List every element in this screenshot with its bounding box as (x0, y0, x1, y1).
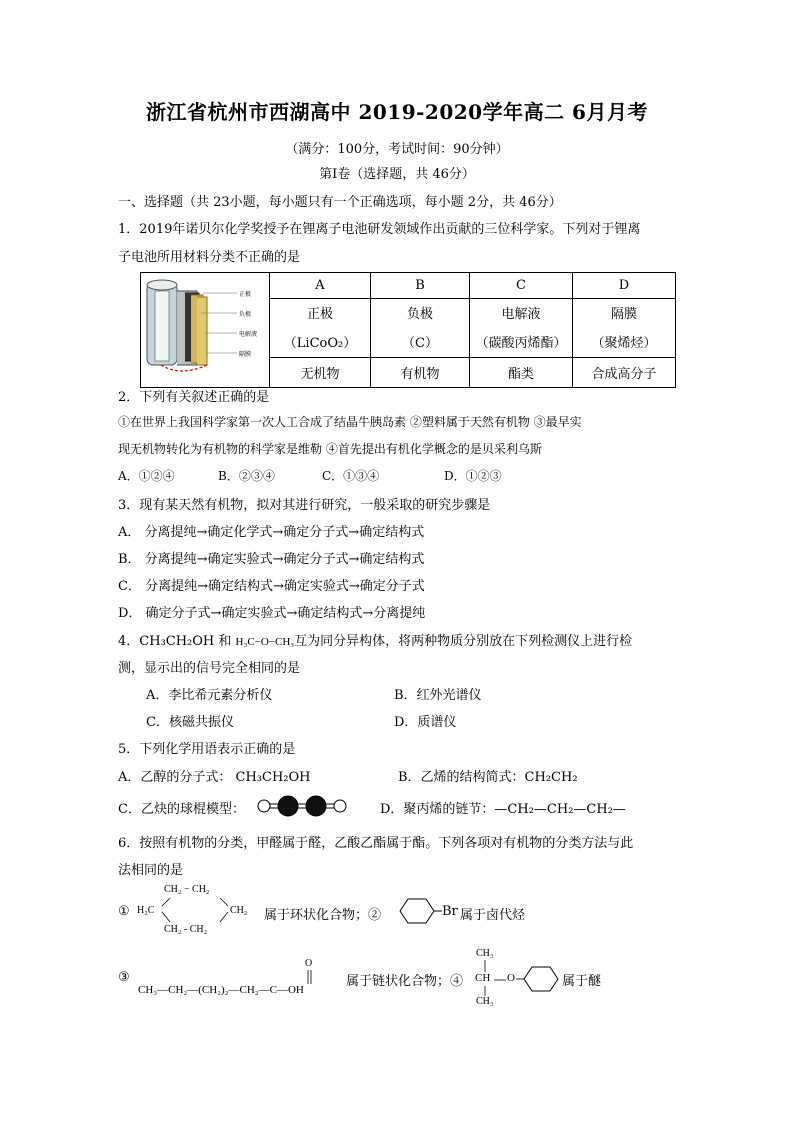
cyclohexane-top: CH₂ − CH₂ (164, 884, 210, 895)
q2-line2: 现无机物转化为有机物的科学家是维勒 ④首先提出有机化学概念的是贝采利乌斯 (118, 442, 542, 456)
q6-item2-br: Br (442, 904, 458, 919)
q2-option-a: A．①②④ (118, 469, 175, 483)
q6-item2-text: 属于卤代烃 (460, 908, 526, 923)
q6-item4-ch: CH (475, 972, 491, 984)
q1-header-a: A (270, 273, 371, 299)
q1-cell-a1: 正极 (270, 298, 371, 326)
cyclohexane-left: H₂C (137, 905, 155, 916)
q1-cell-d2: （聚烯烃） (573, 326, 676, 358)
carbonyl-double-bond (305, 970, 315, 984)
q4-line2: 测，显示出的信号完全相同的是 (118, 661, 301, 676)
q2-option-b: B．②③④ (218, 469, 275, 483)
q3-option-d: D． 确定分子式→确定实验式→确定结构式→分离提纯 (118, 606, 426, 621)
q1-header-b: B (371, 273, 470, 299)
battery-label-electrolyte: 电解液 (239, 331, 258, 338)
q1-stem-line1: 1．2019年诺贝尔化学奖授予在锂离子电池研发领域作出贡献的三位科学家。下列对于锂离 (118, 222, 641, 237)
q6-item4-ch3-top: CH₃ (476, 948, 494, 959)
battery-label-separator: 隔膜 (239, 351, 252, 358)
q1-header-c: C (470, 273, 573, 299)
phenyl-ring-icon (516, 964, 566, 994)
q4-stem (118, 630, 632, 649)
part-heading: 一、选择题（共 23小题，每小题只有一个正确选项，每小题 2分，共 46分） (118, 195, 562, 210)
q6-item3-formula: CH₃—CH₂—(CH₂)₂—CH₂—C—OH (138, 984, 304, 996)
q1-cell-b2: （C） (371, 326, 470, 358)
benzene-ring-icon (392, 896, 442, 926)
q5-option-b: B．乙烯的结构简式：CH₂CH₂ (398, 770, 578, 785)
battery-label-positive: 正极 (239, 291, 252, 298)
q6-line1: 6．按照有机物的分类，甲醛属于醛，乙酸乙酯属于酯。下列各项对有机物的分类方法与此 (118, 836, 634, 851)
battery-label-negative: 负极 (239, 311, 252, 318)
q1-cell-c1: 电解液 (470, 298, 573, 326)
cyclohexane-bottom: CH₂ - CH₂ (164, 924, 208, 935)
q2-line1: ①在世界上我国科学家第一次人工合成了结晶牛胰岛素 ②塑料属于天然有机物 ③最早实 (118, 415, 582, 429)
q6-item3-text: 属于链状化合物；④ (346, 974, 464, 989)
q1-cell-a2: （LiCoO₂） (270, 326, 371, 358)
cyclohexane-right: CH₂ (230, 905, 248, 916)
q6-line2: 法相同的是 (118, 863, 184, 878)
q6-item1-text: 属于环状化合物；② (264, 908, 382, 923)
q1-cell-b1: 负极 (371, 298, 470, 326)
q3-option-a: A． 分离提纯→确定化学式→确定分子式→确定结构式 (118, 525, 425, 540)
q1-cell-a3: 无机物 (270, 358, 371, 388)
q6-item4-text: 属于醚 (562, 974, 602, 989)
q1-cell-d1: 隔膜 (573, 298, 676, 326)
q6-item3-carbonyl-o: O (305, 958, 313, 969)
q1-cell-c3: 酯类 (470, 358, 573, 388)
page-title: 浙江省杭州市西湖高中 2019-2020学年高二 6月月考 (146, 100, 648, 124)
q4-option-b: B．红外光谱仪 (394, 688, 482, 703)
q3-option-b: B． 分离提纯→确定实验式→确定分子式→确定结构式 (118, 552, 425, 567)
q6-item3-mark: ③ (118, 970, 130, 985)
battery-illustration (141, 273, 269, 383)
cyclohexane-bonds (150, 890, 240, 930)
q6-item1-mark: ① (118, 904, 130, 919)
q4-option-a: A．李比希元素分析仪 (146, 688, 273, 703)
q3-option-c: C． 分离提纯→确定结构式→确定实验式→确定分子式 (118, 579, 425, 594)
ether-bond-left (494, 976, 506, 984)
battery-image (141, 273, 270, 388)
q4-option-c: C．核磁共振仪 (146, 715, 234, 730)
q4-ethanol-formula: CH₃CH₂OH 和 (139, 634, 232, 649)
q4-number: 4． (118, 634, 140, 649)
section-title: 第Ⅰ卷（选择题，共 46分） (319, 167, 475, 182)
q6-item4-ether-o: O (507, 972, 515, 984)
q5-stem: 5．下列化学用语表示正确的是 (118, 742, 296, 757)
q3-stem: 3．现有某天然有机物，拟对其进行研究，一般采取的研究步骤是 (118, 498, 491, 513)
exam-info: （满分：100分，考试时间：90分钟） (285, 142, 509, 157)
q1-table (140, 272, 676, 388)
q1-cell-b3: 有机物 (371, 358, 470, 388)
q5-option-d: D．聚丙烯的链节：—CH₂—CH₂—CH₂— (380, 802, 626, 817)
q1-cell-d3: 合成高分子 (573, 358, 676, 388)
q1-header-d: D (573, 273, 676, 299)
q4-stem-rest: 互为同分异构体，将两种物质分别放在下列检测仪上进行检 (294, 634, 633, 649)
isopropyl-bonds (480, 958, 490, 998)
q5-option-a: A．乙醇的分子式： CH₃CH₂OH (118, 770, 311, 785)
q2-stem: 2．下列有关叙述正确的是 (118, 390, 270, 405)
q1-cell-c2: （碳酸丙烯酯） (470, 326, 573, 358)
q4-ether-formula: H₃C−O−CH₃ (235, 636, 295, 648)
q6-item4-ch3-bottom: CH₃ (476, 996, 494, 1007)
q4-option-d: D．质谱仪 (394, 715, 457, 730)
q1-stem-line2: 子电池所用材料分类不正确的是 (118, 250, 301, 265)
q5-option-c: C．乙炔的球棍模型： (118, 802, 245, 817)
acetylene-ball-stick-model (254, 794, 350, 818)
q2-option-d: D．①②③ (444, 469, 502, 483)
q2-option-c: C．①③④ (322, 469, 380, 483)
